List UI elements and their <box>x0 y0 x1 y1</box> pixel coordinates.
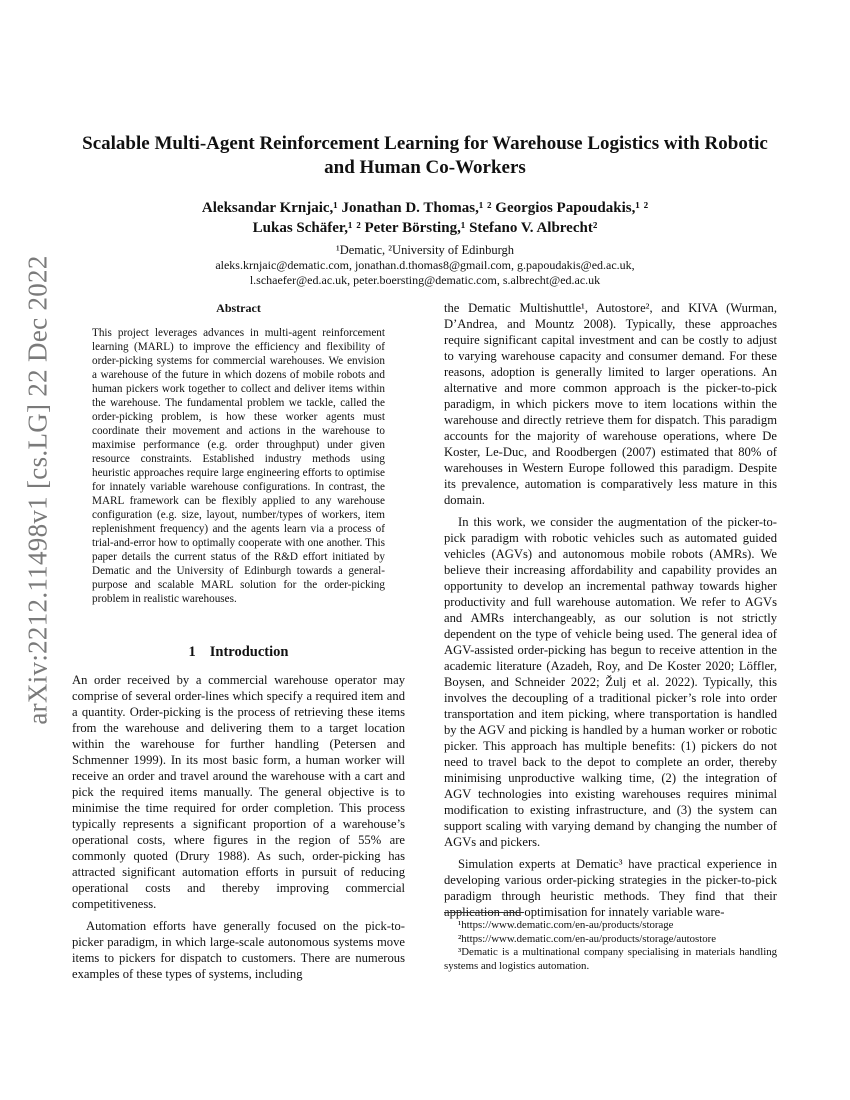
footnote-1: ¹https://www.dematic.com/en-au/products/storage <box>458 919 674 931</box>
authors-line-1: Aleksandar Krnjaic,¹ Jonathan D. Thomas,¹ ² Georgios Papoudakis,¹ ² <box>201 200 649 216</box>
emails-line-2: l.schaefer@ed.ac.uk, peter.boersting@dematic.com, s.albrecht@ed.ac.uk <box>249 273 601 287</box>
arxiv-sidebar <box>18 255 58 725</box>
left-column <box>72 300 405 982</box>
paper-title: Scalable Multi-Agent Reinforcement Learning for Warehouse Logistics with Robotic and Human Co-Workers <box>82 133 768 178</box>
section-number: 1 <box>188 644 196 660</box>
paper-header <box>72 132 778 288</box>
emails-line-1: aleks.krnjaic@dematic.com, jonathan.d.thomas8@gmail.com, g.papoudakis@ed.ac.uk, <box>215 258 635 272</box>
abstract-text: This project leverages advances in multi-agent reinforcement learning (MARL) to improve the efficiency and flexibility of order-picking systems for commercial warehouses. We envision a warehouse of the future in which dozens of mobile robots and human pickers work together to collect and deliver items within the warehouse. The fundamental problem we tackle, called the order-picking problem, is how these worker agents must coordinate their movement and actions in the warehouse to maximise performance (e.g. order throughput) under given resource constraints. Established industry methods using heuristic approaches require large engineering efforts to optimise for innately variable warehouse configurations. In contrast, the MARL framework can be flexibly applied to any warehouse configuration (e.g. size, layout, number/types of workers, item replenishment frequency) and the agents learn via a process of trial-and-error how to optimally cooperate with one another. This paper details the current status of the R&D effort initiated by Dematic and the University of Edinburgh towards a general-purpose and scalable MARL solution for the order-picking problem in realistic warehouses. <box>92 327 385 605</box>
intro-paragraph-2: Automation efforts have generally focused on the pick-to-picker paradigm, in which large-scale autonomous systems move items to pickers for dispatch to customers. There are numerous examples of these types of systems, including <box>72 919 405 981</box>
arxiv-identifier: arXiv:2212.11498v1 [cs.LG] 22 Dec 2022 <box>22 255 53 725</box>
footnotes <box>444 912 777 973</box>
section-heading <box>72 644 405 660</box>
footnote-3: ³Dematic is a multinational company specialising in materials handling systems and logistics automation. <box>444 946 777 972</box>
footnote-rule <box>444 912 524 913</box>
intro-paragraph-1: An order received by a commercial warehouse operator may comprise of several order-lines which specify a required item and a quantity. Order-picking is the process of retrieving these items from the warehouse and delivering them to a target location within the warehouse for further handling (Petersen and Schmenner 1999). In its most basic form, a human worker will receive an order and travel around the warehouse with a cart and pick the required items manually. The general objective is to minimise the time required for order completion. This process typically represents a significant proportion of a warehouse’s operational costs, where figures in the region of 55% are commonly quoted (Drury 1988). As such, order-picking has attracted significant automation efforts in pursuit of reducing operational costs and thereby improving commercial competitiveness. <box>72 673 405 911</box>
authors-line-2: Lukas Schäfer,¹ ² Peter Börsting,¹ Stefano V. Albrecht² <box>252 220 598 236</box>
right-paragraph-2: In this work, we consider the augmentation of the picker-to-pick paradigm with robotic vehicles such as automated guided vehicles (AGVs) and autonomous mobile robots (AMRs). We believe their increasing affordability and capability provides an opportunity to develop an incremental pathway towards higher productivity and full warehouse automation. We refer to AGVs and AMRs interchangeably, as our solution is not strictly dependent on the type of vehicle being used. The general idea of AGV-assisted order-picking has begun to receive attention in the academic literature (Azadeh, Roy, and De Koster 2020; Löffler, Boysen, and Schneider 2022; Žulj et al. 2022). Typically, this involves the decoupling of a traditional picker’s role into order transportation and item picking, where transportation is handled by the AGV and picking is handled by a human worker or robotic picker. This approach has multiple benefits: (1) pickers do not need to travel back to the depot to complete an order, thereby minimising unproductive walking time, (2) the integration of AGV technologies into existing warehouses requires minimal modification to existing infrastructure, and (3) the system can support scaling with varying demand by changing the number of AGVs and pickers. <box>444 515 777 849</box>
right-paragraph-3: Simulation experts at Dematic³ have practical experience in developing various order-picking strategies in the picker-to-pick paradigm through heuristic methods. They find that their application and optimisation for innately variable ware- <box>444 857 777 919</box>
abstract-heading: Abstract <box>216 301 261 315</box>
section-title: Introduction <box>209 644 289 660</box>
footnote-2: ²https://www.dematic.com/en-au/products/storage/autostore <box>458 932 716 945</box>
right-column <box>444 300 777 920</box>
affiliations: ¹Dematic, ²University of Edinburgh <box>335 243 515 257</box>
right-paragraph-1: the Dematic Multishuttle¹, Autostore², and KIVA (Wurman, D’Andrea, and Mountz 2008). Typically, these approaches require significant capital investment and can be costly to adjust to varying warehouse capacity and consumer demand. For these reasons, adoption is generally limited to larger operations. An alternative and more common approach is the picker-to-pick paradigm, in which pickers move to item locations within the warehouse and directly retrieve them for dispatch. This paradigm accounts for the majority of warehouse operations, where De Koster, Le-Duc, and Roodbergen (2007) estimated that 80% of warehouses in Western Europe followed this paradigm. Despite its prevalence, automation is comparatively less mature in this domain. <box>444 301 777 507</box>
